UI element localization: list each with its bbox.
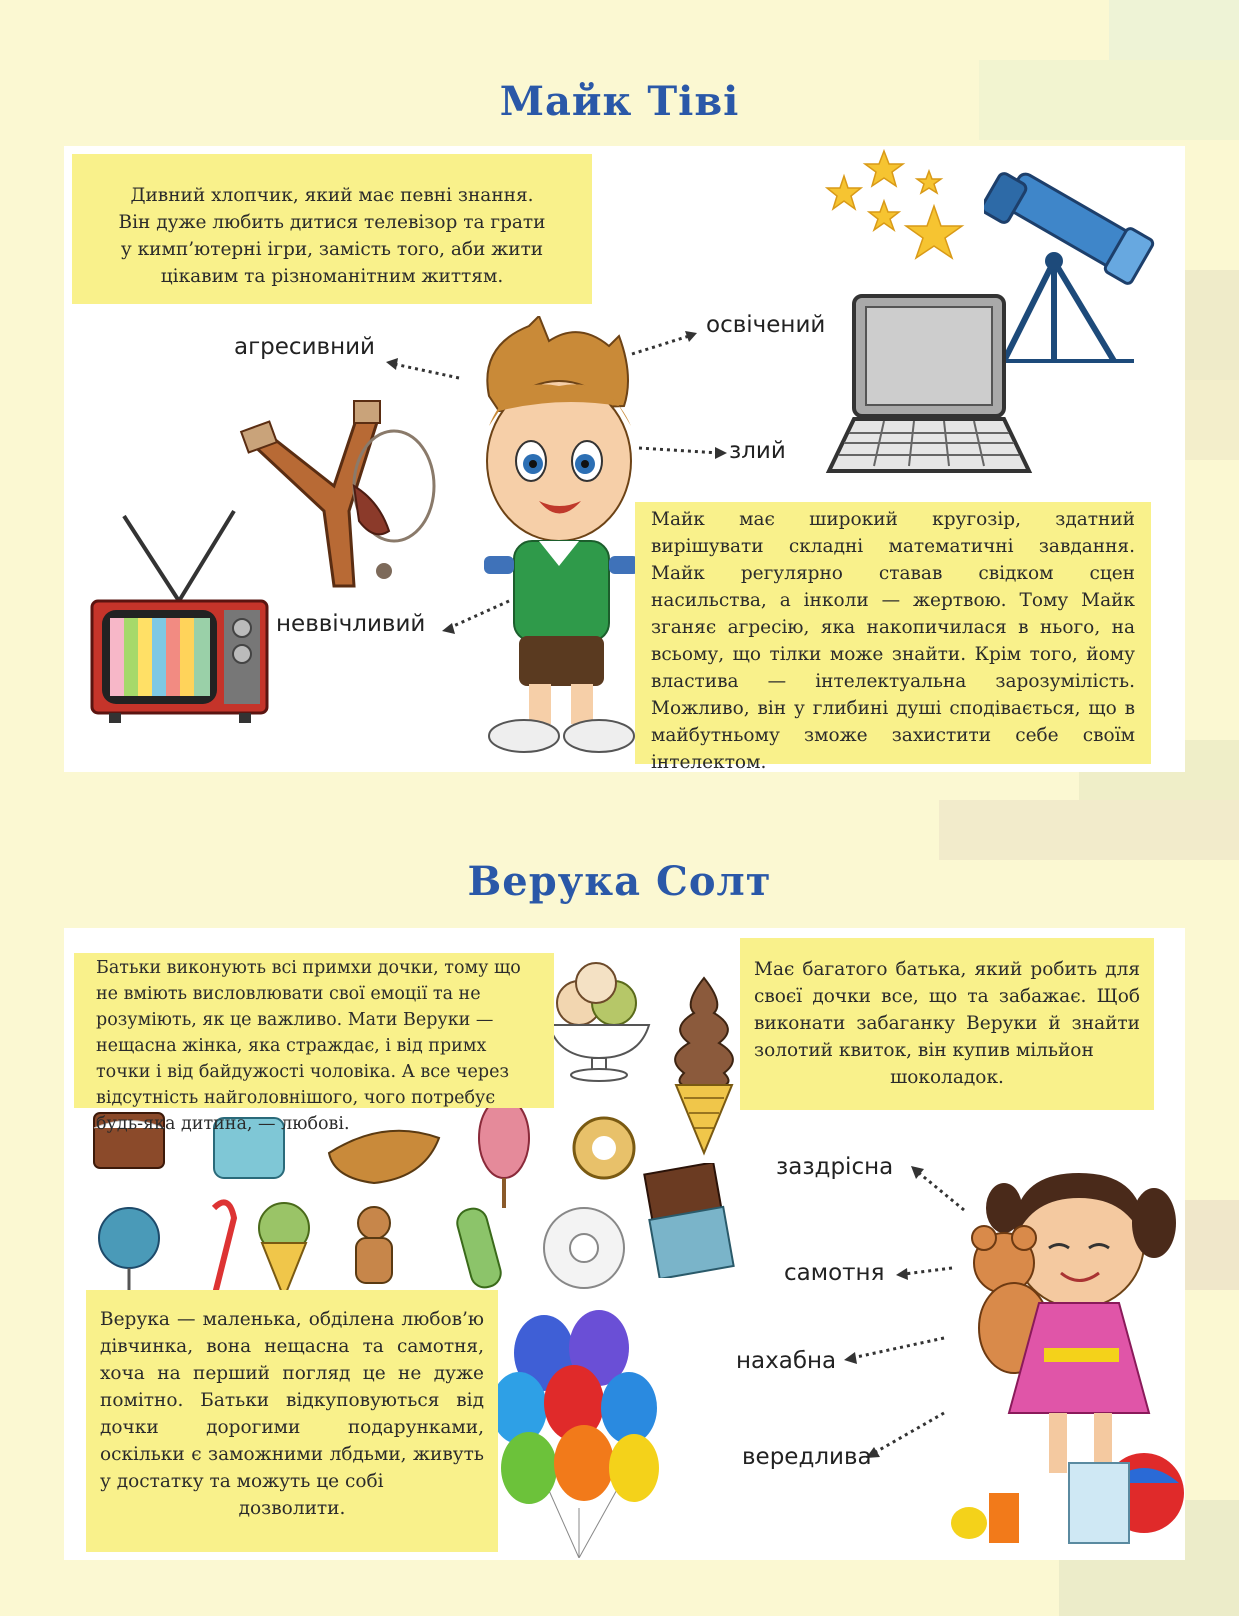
section2-title: Верука Солт	[467, 858, 772, 905]
section1-panel	[64, 146, 1185, 772]
trait-lonely: самотня	[784, 1260, 885, 1286]
trait-aggressive: агресивний	[234, 334, 376, 360]
trait-capricious: вередлива	[742, 1444, 872, 1470]
section1-intro-note: Дивний хлопчик, який має певні знання. Він дуже любить дитися телевізор та грати у кимп’ютерні ігри, замість того, аби жити цікавим та різноманітним життям.	[72, 154, 592, 304]
father-note-text: Має багатого батька, який робить для своєї дочки все, що та забажає. Щоб виконати забаганку Веруки й знайти золотий квиток, він купив мільйон	[754, 959, 1140, 1061]
trait-educated: освічений	[706, 312, 826, 338]
section2-father-note	[740, 938, 1154, 1110]
section2-panel	[64, 928, 1185, 1560]
section1-title: Майк Тіві	[499, 78, 740, 125]
section2-description-note	[86, 1290, 498, 1552]
father-note-last: шоколадок.	[890, 1067, 1004, 1088]
trait-envious: заздрісна	[776, 1154, 894, 1180]
trait-impudent: нахабна	[736, 1348, 837, 1374]
trait-impolite: неввічливий	[276, 611, 426, 637]
description-last: дозволити.	[238, 1498, 346, 1519]
description-text: Верука — маленька, обділена любов’ю дівчинка, вона нещасна та самотня, хоча на перший погляд це не дуже помітно. Батьки відкуповуються від дочки дорогими подарунками, оскільки є заможними лбдьми, живуть у достатку та можуть це собі	[100, 1309, 484, 1492]
section2-parents-note: Батьки виконують всі примхи дочки, тому що не вміють висловлювати свої емоції та не розуміють, як це важливо. Мати Веруки — нещасна жінка, яка страждає, і від примх точки і від байдужості чоловіка. А все через відсутність найголовнішого, чого потребує будь-яка дитина, — любові.	[74, 953, 554, 1108]
section1-description-note: Майк має широкий кругозір, здатний вирішувати складні математичні завдання. Майк регулярно ставав свідком сцен насильства, а інколи — жертвою. Тому Майк зганяє агресію, яка накопичилася в нього, на всьому, що тілки може знайти. Крім того, йому властива — інтелектуальна зарозумілість. Можливо, він у глибині душі сподівається, що в майбутньому зможе захистити себе своїм інтелектом.	[635, 502, 1151, 764]
trait-angry: злий	[729, 438, 786, 464]
